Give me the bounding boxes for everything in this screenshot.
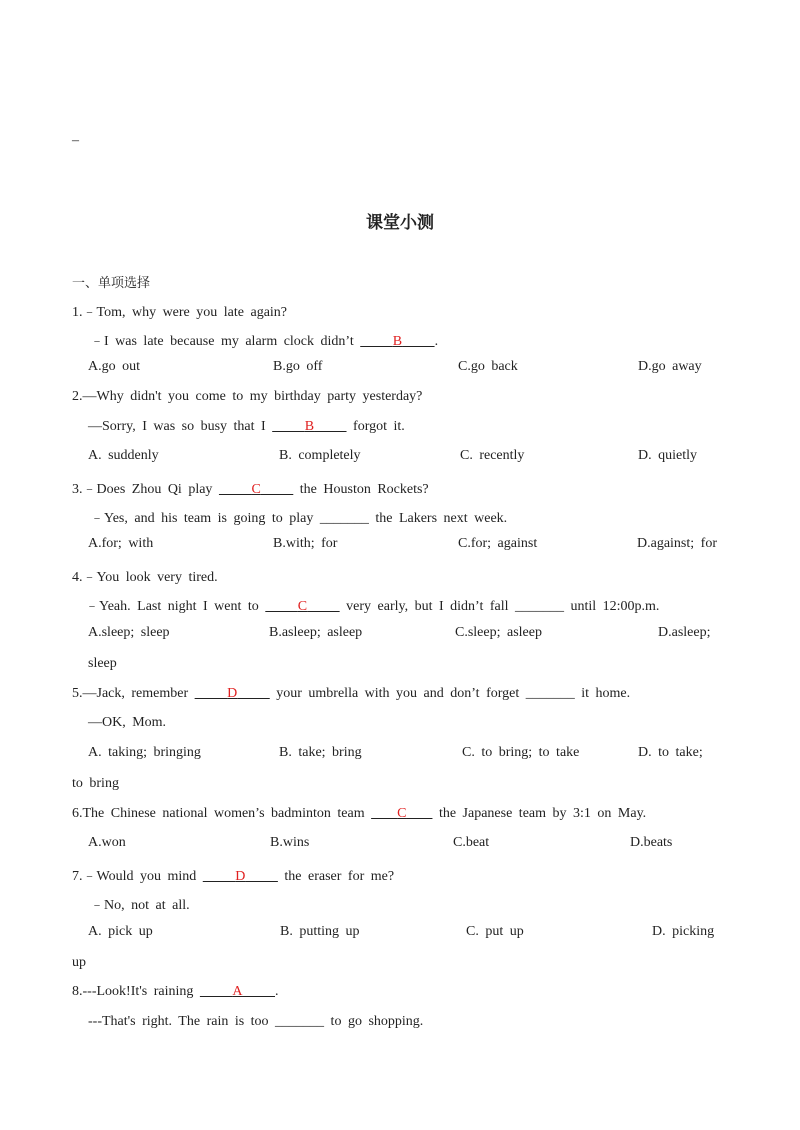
answer-blank (265, 599, 339, 614)
option-a: A.go out (88, 359, 140, 374)
option-c: C. recently (460, 448, 525, 463)
option-c: C.sleep; asleep (455, 625, 542, 640)
answer-letter: D (235, 869, 246, 884)
option-wrap: to bring (72, 776, 119, 791)
option-b: B. completely (279, 448, 361, 463)
answer-letter: D (227, 686, 238, 701)
option-wrap: up (72, 955, 86, 970)
line-text: ﹣I was late because my alarm clock didn’t (90, 334, 361, 349)
section-heading: 一、单项选择 (72, 276, 151, 291)
answer-blank (200, 984, 275, 999)
option-d: D.asleep; (658, 625, 711, 640)
option-c: C.for; against (458, 536, 538, 551)
option-d: D. quietly (638, 448, 697, 463)
question-stem (72, 984, 279, 1000)
line-text: 6.The Chinese national women’s badminton team (72, 806, 372, 821)
question-stem (72, 865, 394, 885)
line-text: the Japanese team by 3:1 on May. (432, 806, 647, 821)
answer-letter: C (297, 599, 308, 614)
line-text: ﹣Yeah. Last night I went to (85, 599, 266, 614)
question-line (85, 595, 659, 615)
question-stem: 4.﹣You look very tired. (72, 570, 218, 585)
option-c: C.go back (458, 359, 518, 374)
option-d: D.against; for (637, 536, 717, 551)
line-text: 8.---Look!It's raining (72, 984, 200, 999)
line-text: your umbrella with you and don’t forget _______ it home. (269, 686, 631, 701)
line-text: the eraser for me? (277, 869, 395, 884)
option-d: D. to take; (638, 745, 703, 760)
option-d: D.beats (630, 835, 673, 850)
question-stem (72, 806, 646, 822)
option-c: C.beat (453, 835, 490, 850)
answer-blank (360, 334, 434, 349)
option-a: A. suddenly (88, 448, 159, 463)
header-mark: – (72, 133, 79, 148)
answer-blank (203, 869, 278, 884)
option-a: A. pick up (88, 924, 153, 939)
question-stem: 1.﹣Tom, why were you late again? (72, 305, 288, 320)
option-b: B.with; for (273, 536, 338, 551)
answer-letter: A (232, 984, 243, 999)
question-line: ---That's right. The rain is too _______ to go shopping. (88, 1014, 424, 1029)
line-text: 5.—Jack, remember (72, 686, 195, 701)
line-text: . (434, 334, 439, 349)
line-text: 7.﹣Would you mind (72, 869, 203, 884)
option-d: D.go away (638, 359, 702, 374)
option-d: D. picking (652, 924, 715, 939)
option-a: A.for; with (88, 536, 154, 551)
option-b: B. putting up (280, 924, 360, 939)
question-line (88, 419, 405, 435)
question-line: ﹣No, not at all. (90, 898, 190, 913)
question-line (90, 330, 438, 350)
page-title: 课堂小测 (366, 213, 434, 233)
option-b: B.wins (270, 835, 310, 850)
answer-blank (272, 419, 346, 434)
answer-letter: B (304, 419, 315, 434)
option-b: B. take; bring (279, 745, 362, 760)
line-text: —Sorry, I was so busy that I (88, 419, 273, 434)
option-a: A.won (88, 835, 126, 850)
option-b: B.go off (273, 359, 323, 374)
answer-blank (195, 686, 270, 701)
option-a: A.sleep; sleep (88, 625, 170, 640)
answer-letter: B (392, 334, 403, 349)
line-text: . (275, 984, 279, 999)
answer-blank (371, 806, 432, 821)
question-line: —OK, Mom. (88, 715, 167, 730)
option-c: C. to bring; to take (462, 745, 580, 760)
option-b: B.asleep; asleep (269, 625, 363, 640)
question-stem (72, 478, 429, 498)
question-line: ﹣Yes, and his team is going to play _______ the Lakers next week. (90, 511, 508, 526)
question-stem: 2.—Why didn't you come to my birthday party yesterday? (72, 389, 423, 404)
answer-letter: C (397, 806, 407, 821)
line-text: forgot it. (346, 419, 405, 434)
answer-blank (219, 482, 293, 497)
answer-letter: C (251, 482, 261, 497)
line-text: very early, but I didn’t fall _______ until 12:00p.m. (339, 599, 660, 614)
question-stem (72, 686, 630, 702)
option-wrap: sleep (88, 656, 117, 671)
option-a: A. taking; bringing (88, 745, 201, 760)
option-c: C. put up (466, 924, 524, 939)
line-text: 3.﹣Does Zhou Qi play (72, 482, 219, 497)
line-text: the Houston Rockets? (293, 482, 429, 497)
